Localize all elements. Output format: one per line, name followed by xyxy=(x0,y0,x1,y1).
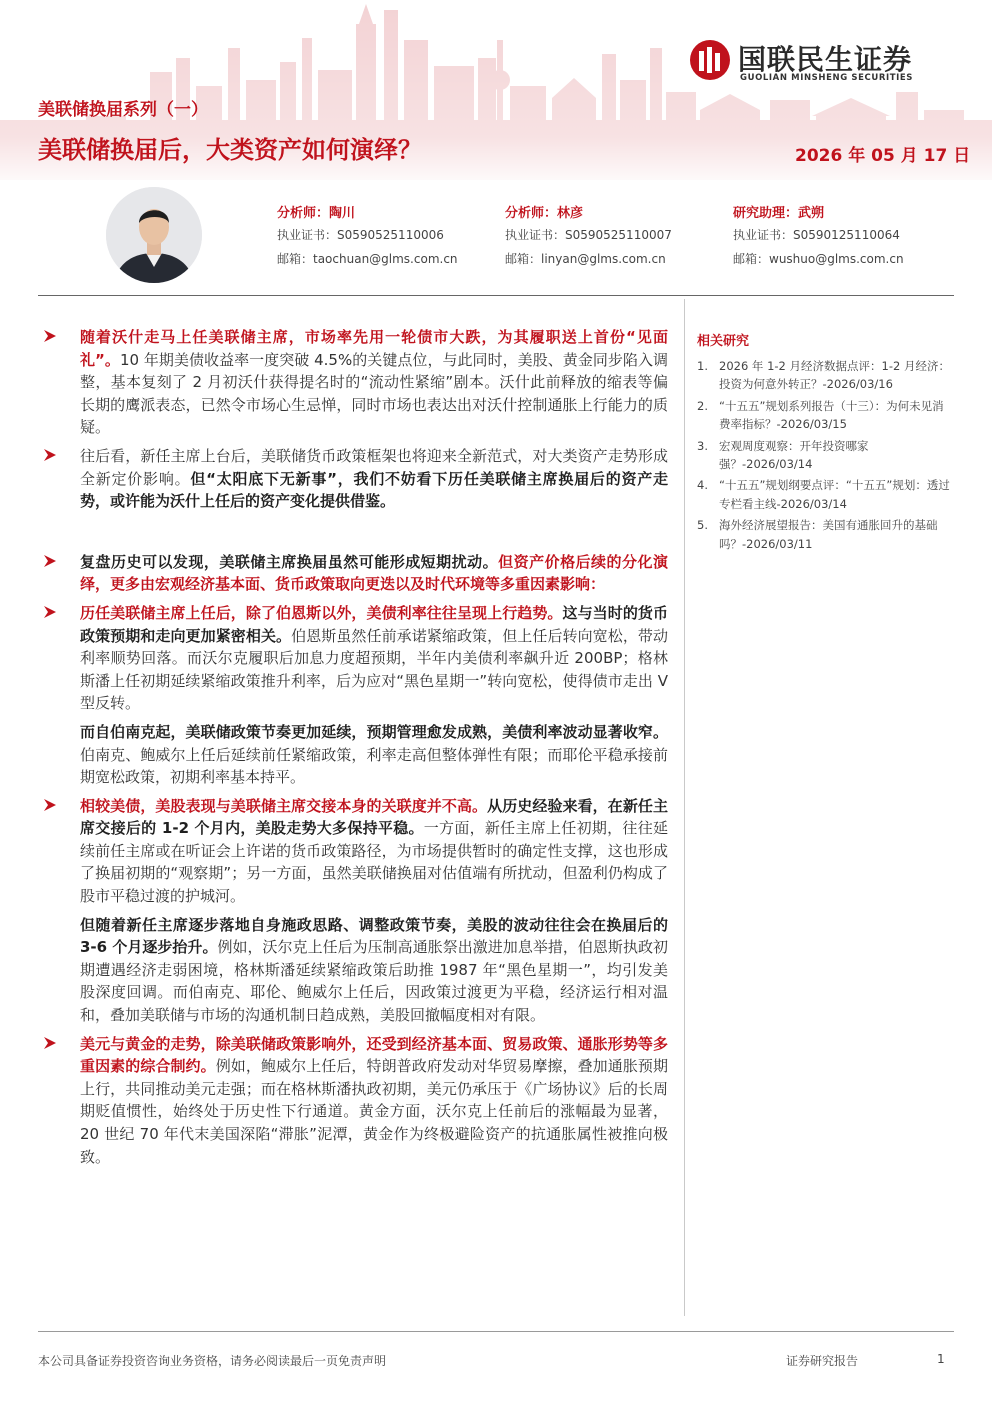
related-research-item[interactable] xyxy=(697,437,953,474)
item-number: 3. xyxy=(697,438,708,453)
analyst-avatar xyxy=(106,187,202,283)
item-title: 2026 年 1-2 月经济数据点评：1-2 月经济：投资为何意外转正？-2026/03/16 xyxy=(719,359,950,392)
bullet-arrow-icon xyxy=(42,797,58,813)
key-point: 但“太阳底下无新事”，我们不妨看下历任美联储主席换届后的资产走势，或许能为沃什上任后的资产变化提供借鉴。 xyxy=(80,469,668,511)
paragraph-text: 伯恩斯虽然任前承诺紧缩政策，但上任后转向宽松，带动利率顺势回落。而沃尔克履职后加息力度超预期，半年内美债利率飙升近 200BP；格林斯潘上任初期延续紧缩政策推升利率，后为应对“黑色星期一”转向宽松，使得债市走出 V 型反转。 xyxy=(80,626,668,713)
analyst-name: 研究助理：武朔 xyxy=(733,206,825,221)
bullet-arrow-icon xyxy=(42,604,58,620)
related-research-title: 相关研究 xyxy=(697,334,750,349)
column-divider xyxy=(684,299,685,1316)
item-title: 海外经济展望报告：美国有通胀回升的基础吗？-2026/03/11 xyxy=(719,518,938,551)
related-research-item[interactable] xyxy=(697,397,953,434)
paragraph-text: 伯南克、鲍威尔上任后延续前任紧缩政策，利率走高但整体弹性有限；而耶伦平稳承接前期宽松政策，初期利率基本持平。 xyxy=(80,745,668,787)
series-title: 美联储换届系列（一） xyxy=(38,100,208,120)
report-date: 2026 年 05 月 17 日 xyxy=(795,146,971,166)
page-number: 1 xyxy=(937,1352,945,1366)
bullet-arrow-icon xyxy=(42,553,58,569)
body-paragraph xyxy=(38,795,668,908)
analyst-portrait-icon xyxy=(106,187,202,283)
body-paragraph xyxy=(38,914,668,1027)
related-research-item[interactable] xyxy=(697,357,953,394)
body-paragraph xyxy=(38,602,668,715)
body-paragraph xyxy=(38,551,668,596)
key-point: 相较美债，美股表现与美联储主席交接本身的关联度并不高。 xyxy=(80,796,488,815)
key-point: 随着沃什走马上任美联储主席，市场率先用一轮债市大跌，为其履职送上首份“见面礼”。 xyxy=(80,328,668,369)
analyst-card xyxy=(277,202,497,270)
analyst-cert: 执业证书：S0590525110007 xyxy=(505,228,672,242)
analyst-cert: 执业证书：S0590525110006 xyxy=(277,228,444,242)
report-body xyxy=(38,326,668,1168)
key-point: 但资产价格后续的分化演绎，更多由宏观经济基本面、货币政策取向更迭以及时代环境等多重因素影响： xyxy=(80,552,668,594)
item-number: 5. xyxy=(697,518,708,533)
bullet-arrow-icon xyxy=(42,1035,58,1051)
footer-disclaimer: 本公司具备证券投资咨询业务资格，请务必阅读最后一页免责声明 xyxy=(38,1354,387,1368)
item-number: 1. xyxy=(697,359,708,373)
key-point: 美元与黄金的走势，除美联储政策影响外，还受到经济基本面、贸易政策、通胀形势等多重因素的综合制约。 xyxy=(80,1034,668,1076)
analyst-name: 分析师：林彦 xyxy=(505,206,584,221)
item-title: 宏观周度观察：开年投资哪家强？-2026/03/14 xyxy=(719,438,869,472)
key-point: 而自伯南克起，美联储政策节奏更加延续，预期管理愈发成熟，美债利率波动显著收窄。 xyxy=(80,722,668,741)
body-paragraph xyxy=(38,721,668,789)
bullet-arrow-icon xyxy=(42,328,58,344)
paragraph-text: 例如，沃尔克上任后为压制高通胀祭出激进加息举措，伯恩斯执政初期遭遇经济走弱困境，格林斯潘延续紧缩政策后助推 1987 年“黑色星期一”，均引发美股深度回调。而伯南克、耶伦、鲍威尔上任后，因政策过渡更为平稳，经济运行相对温和，叠加美联储与市场的沟通机制日趋成熟，美股回撤幅度相对有限。 xyxy=(80,938,668,1025)
related-research-item[interactable] xyxy=(697,516,953,553)
analyst-email[interactable]: 邮箱：wushuo@glms.com.cn xyxy=(733,252,904,266)
item-number: 2. xyxy=(697,398,708,413)
item-number: 4. xyxy=(697,478,708,493)
analyst-name: 分析师：陶川 xyxy=(277,206,356,221)
key-point: 从历史经验来看，在新任主席交接后的 1-2 个月内，美股走势大多保持平稳。 xyxy=(80,796,668,838)
paragraph-text: 一方面，新任主席上任初期，往往延续前任主席或在听证会上许诺的货币政策路径，为市场提供暂时的确定性支撑，这也形成了换届初期的“观察期”；另一方面，虽然美联储换届对估值端有所扰动，但盈利仍构成了股市平稳过渡的护城河。 xyxy=(80,819,668,906)
body-paragraph xyxy=(38,445,668,513)
item-title: “十五五”规划系列报告（十三）：为何未见消费率指标？-2026/03/15 xyxy=(719,398,944,432)
key-point: 历任美联储主席上任后，除了伯恩斯以外，美债利率往往呈现上行趋势。 xyxy=(80,603,563,622)
item-title: “十五五”规划纲要点评：“十五五”规划：透过专栏看主线-2026/03/14 xyxy=(719,478,950,511)
header-divider xyxy=(38,295,954,296)
key-point: 复盘历史可以发现，美联储主席换届虽然可能形成短期扰动。 xyxy=(80,552,499,571)
company-logo xyxy=(688,36,958,92)
key-point: 这与当时的货币政策预期和走向更加紧密相关。 xyxy=(80,603,668,645)
footer-doc-type: 证券研究报告 xyxy=(786,1354,859,1368)
footer-divider xyxy=(38,1331,954,1332)
analyst-cert: 执业证书：S0590125110064 xyxy=(733,228,900,242)
analyst-email[interactable]: 邮箱：linyan@glms.com.cn xyxy=(505,252,666,266)
body-paragraph xyxy=(38,326,668,439)
related-research xyxy=(697,330,953,556)
bullet-arrow-icon xyxy=(42,447,58,463)
key-point: 但随着新任主席逐步落地自身施政思路、调整政策节奏，美股的波动往往会在换届后的 3-6 个月逐步抬升。 xyxy=(80,915,668,957)
analyst-card xyxy=(733,202,953,270)
paragraph-text: 往后看，新任主席上台后，美联储货币政策框架也将迎来全新范式，对大类资产走势形成全新定价影响。 xyxy=(80,446,668,488)
paragraph-text: 例如，鲍威尔上任后，特朗普政府发动对华贸易摩擦，叠加通胀预期上行，共同推动美元走强；而在格林斯潘执政初期，美元仍承压于《广场协议》后的长周期贬值惯性，始终处于历史性下行通道。黄金方面，沃尔克上任前后的涨幅最为显著，20 世纪 70 年代末美国深陷“滞胀”泥潭，黄金作为终极避险资产的抗通胀属性被推向极致。 xyxy=(80,1057,668,1166)
paragraph-text: 10 年期美债收益率一度突破 4.5%的关键点位，与此同时，美股、黄金同步陷入调整，基本复刻了 2 月初沃什获得提名时的“流动性紧缩”剧本。沃什此前释放的缩表等偏长期的鹰派表态，已然令市场心生忌惮，同时市场也表达出对沃什控制通胀上行能力的质疑。 xyxy=(80,350,669,437)
logo-name-en: GUOLIAN MINSHENG SECURITIES xyxy=(740,73,914,83)
related-research-item[interactable] xyxy=(697,476,953,513)
analyst-card xyxy=(505,202,725,270)
logo-mark-icon xyxy=(688,38,732,82)
analyst-email[interactable]: 邮箱：taochuan@glms.com.cn xyxy=(277,252,458,266)
report-title: 美联储换届后，大类资产如何演绎？ xyxy=(38,136,422,164)
body-paragraph xyxy=(38,1033,668,1169)
logo-name-cn: 国联民生证券 xyxy=(738,43,913,76)
